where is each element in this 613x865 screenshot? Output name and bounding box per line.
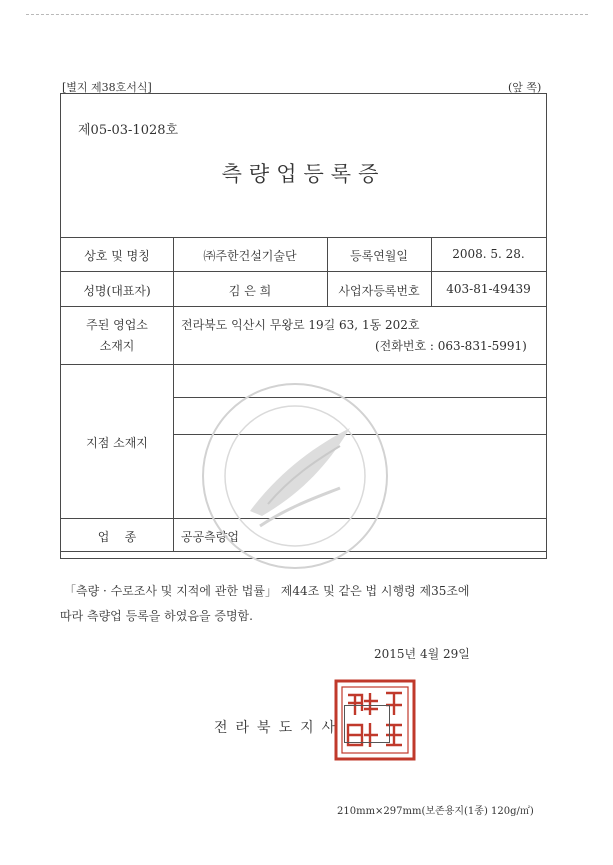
grid-line [61,237,546,238]
value-main-office-phone: (전화번호 : 063-831-5991) [375,339,527,353]
value-business-type: 공공측량업 [181,530,239,544]
label-branch-location: 지점 소재지 [86,436,148,450]
grid-line [61,364,546,365]
certificate-title: 측량업등록증 [221,162,386,186]
value-business-name: ㈜주한건설기술단 [203,249,297,263]
grid-line [61,271,546,272]
label-main-office-location: 소재지 [99,339,135,353]
label-registration-date: 등록연월일 [350,249,408,263]
label-business-number: 사업자등록번호 [338,284,420,298]
registration-number: 제05-03-1028호 [78,123,179,138]
label-business-type: 업 종 [97,530,137,544]
paper-spec-footer: 210mm×297mm(보존용지(1종) 120g/㎡) [337,806,534,817]
label-representative: 성명(대표자) [83,284,151,298]
value-main-office-address: 전라북도 익산시 무왕로 19길 63, 1동 202호 [181,318,420,332]
seal-stamp-mark [344,705,390,743]
label-main-office: 주된 영업소 [86,318,148,332]
value-business-number: 403-81-49439 [446,282,531,296]
form-label: [별지 제38호서식] [62,81,152,94]
value-registration-date: 2008. 5. 28. [452,247,525,261]
issuer-name: 전라북도지사 [214,720,344,736]
value-representative: 김 은 희 [228,284,272,298]
issue-date: 2015년 4월 29일 [374,647,470,661]
label-business-name: 상호 및 명칭 [84,249,150,263]
page-side-label: (앞 쪽) [508,81,542,94]
certification-text-line1: 「측량 · 수로조사 및 지적에 관한 법률」 제44조 및 같은 법 시행령 제35조에 [64,584,470,598]
watermark-emblem [190,376,400,576]
certification-text-line2: 따라 측량업 등록을 하였음을 증명함. [60,609,253,623]
top-dashed-line [26,14,588,15]
grid-line [61,306,546,307]
